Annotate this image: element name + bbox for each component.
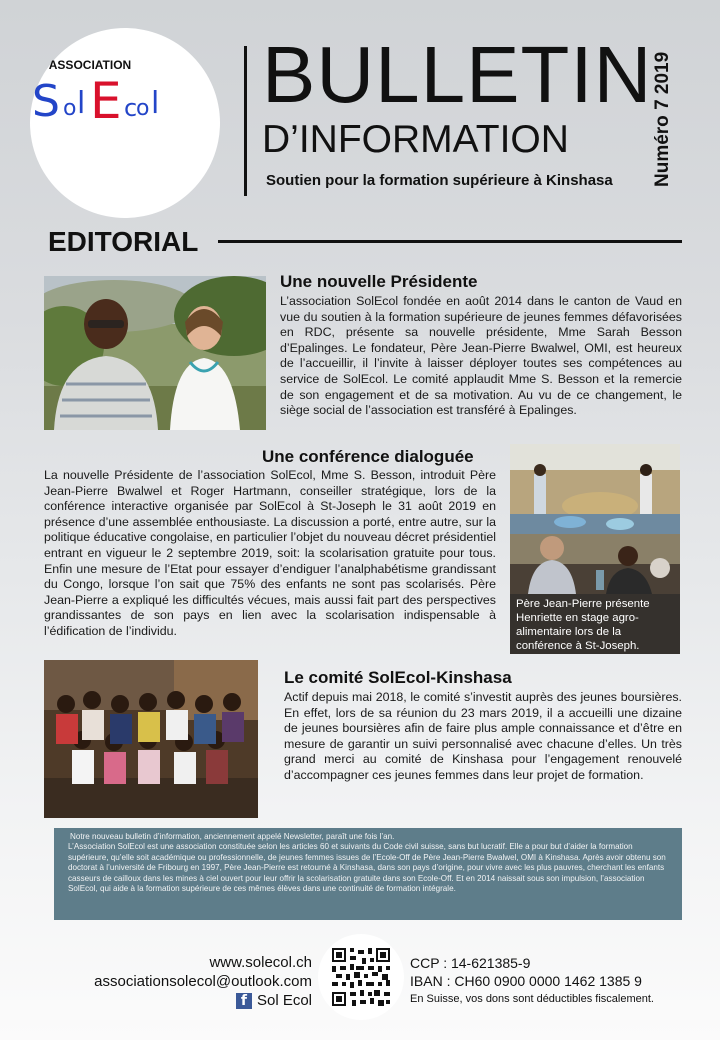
bulletin-tagline: Soutien pour la formation supérieure à Kinshasa — [266, 172, 613, 189]
conference-caption: Père Jean-Pierre présente Henriette en stage agro-alimentaire lors de la conférence à St-Joseph. — [510, 594, 680, 654]
comite-photo — [44, 660, 258, 818]
ccp-number: CCP : 14-621385-9 — [410, 955, 531, 971]
bulletin-title: BULLETIN — [262, 30, 653, 119]
info-association-description: L’Association SolEcol est une association constituée selon les articles 60 et suivants du Code civil suisse, sans but lucratif. Elle a pour but d’aider la formation supérieure, qu’elle soit académique ou professionnelle, de jeunes femmes issues de l’Ecole-Off de Père Jean-Pierre Bwalwel, OMI à Kinshasa. Après avoir obtenu son doctorat à l’université de Fribourg en 1997, Père Jean-Pierre est retourné à Kinshasa, dans son pays d’origine, pour vivre avec les plus pauvres, cherchant les enfants casseurs de cailloux dans les mines à ciel ouvert pour leur offrir la scolarisation gratuite dans son Ecole-Off. Et en 2014 naissait sous son impulsion, l’association SolEcol, qui aide à la formation supérieure de ces mêmes élèves dans une continuité de formation intégrale. — [68, 842, 666, 894]
association-info-box — [54, 828, 682, 920]
president-text: L’association SolEcol fondée en août 2014 dans le canton de Vaud en vue du soutien à la formation supérieure de jeunes femmes défavorisées en RDC, présente sa nouvelle présidente, Mme Sarah Besson d’Epalinges. Le fondateur, Père Jean-Pierre Bwalwel, OMI, est heureux de l’accueillir, il l’invite à laisser déployer toutes ses compétences au service de SolEcol. Le comité applaudit Mme S. Besson et la remercie de son engagement et de sa motivation. Au vu de ce changement, le siège social de l’association est transféré à Epalinges. — [280, 294, 682, 418]
president-photo — [44, 276, 266, 430]
editorial-heading: EDITORIAL — [48, 226, 199, 257]
conference-title: Une conférence dialoguée — [262, 447, 474, 466]
iban-number: IBAN : CH60 0900 0000 1462 1385 9 — [410, 973, 642, 989]
email-link[interactable]: associationsolecol@outlook.com — [94, 973, 312, 990]
qr-code-icon[interactable] — [332, 948, 390, 1006]
facebook-icon: f — [236, 993, 252, 1009]
issue-number: Numéro 7 2019 — [652, 51, 673, 187]
contact-block — [94, 953, 312, 1011]
conference-text: La nouvelle Présidente de l’association SolEcol, Mme S. Besson, introduit Père Jean-Pierre Bwalwel et Roger Hartmann, conseiller stratégique, lors de la conférence interactive organisée par SolEcol à St-Joseph le 31 août 2019 en présence d’une assemblée enthousiaste. La discussion a porté, entre autre, sur la politique éducative congolaise, en particulier l’objet du nouveau décret présidentiel entrant en vigueur le 2 septembre 2019, soit: la scolarisation gratuite pour tous. Enfin une mesure de l’Etat pour essayer d’endiguer l’analphabétisme grandissant du Congo, lorsque l’on sait que 75% des enfants ne sont pas scolarisés. Père Jean-Pierre a expliqué les difficultés vécues, mais aussi fait part des perspectives grandissantes de son pays en lien avec la scolarisation indispensable à l’édification de l’individu. — [44, 468, 496, 638]
president-title: Une nouvelle Présidente — [280, 272, 478, 291]
comite-text: Actif depuis mai 2018, le comité s’investit auprès des jeunes boursières. En effet, lors de sa réunion du 23 mars 2019, il a accueilli une dizaine de jeunes boursières afin de faire plus ample connaissance et d’être en mesure de garantir un suivi personnalisé avec chacune d’elles. Un très grand merci au comité de Kinshasa pour l’engagement renouvelé d’accompagner ces jeunes femmes dans leur projet de formation. — [284, 690, 682, 782]
website-link[interactable]: www.solecol.ch — [209, 954, 312, 971]
bank-details — [410, 954, 654, 1008]
tax-deduction-note: En Suisse, vos dons sont déductibles fiscalement. — [410, 993, 654, 1005]
header-divider — [244, 46, 247, 196]
logo-association-label: ASSOCIATION — [48, 58, 132, 72]
bulletin-subtitle: D’INFORMATION — [262, 118, 569, 161]
info-newsletter-note: Notre nouveau bulletin d’information, anciennement appelé Newsletter, paraît une fois l’an. — [70, 832, 395, 841]
editorial-rule — [218, 240, 682, 243]
comite-title: Le comité SolEcol-Kinshasa — [284, 668, 512, 687]
conference-photo — [510, 444, 680, 654]
facebook-label: Sol Ecol — [256, 992, 312, 1009]
solecol-logo: S o l E c o l — [32, 72, 160, 130]
facebook-link[interactable] — [94, 991, 312, 1011]
